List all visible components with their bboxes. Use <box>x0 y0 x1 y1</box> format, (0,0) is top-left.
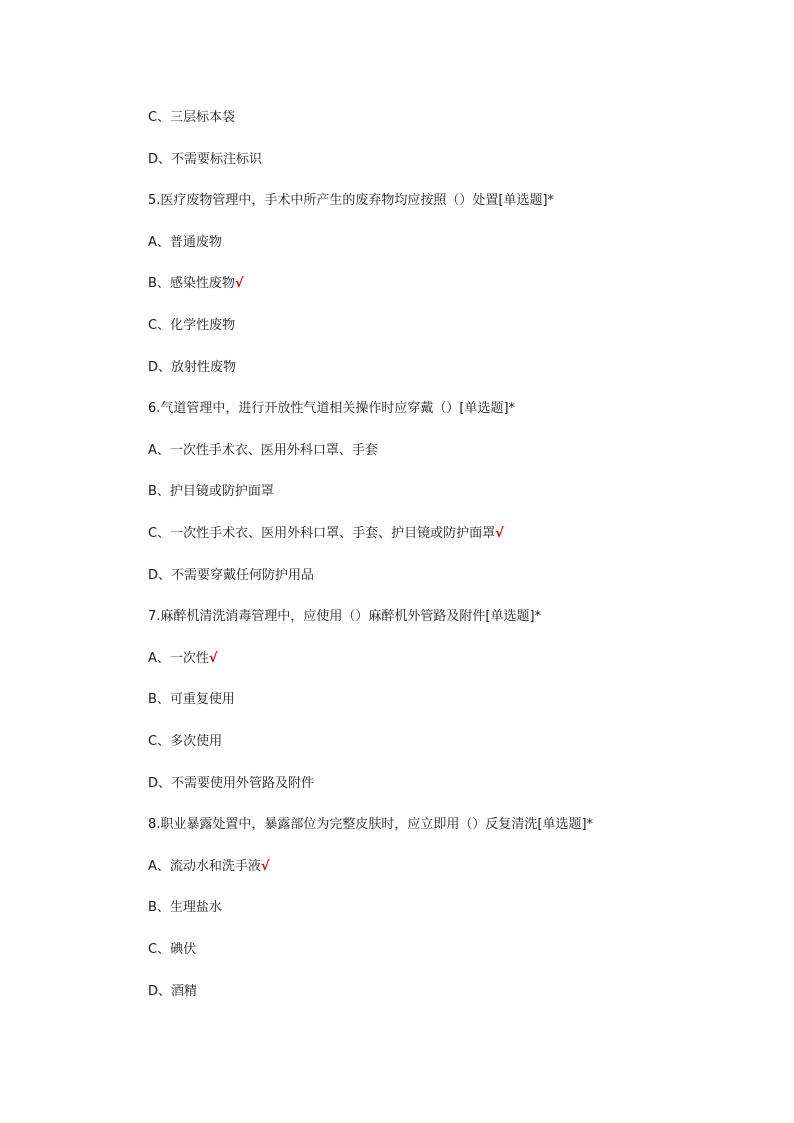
correct-check-mark: √ <box>234 276 244 291</box>
option-line <box>148 691 235 709</box>
line-text: B、生理盐水 <box>148 900 222 915</box>
option-line <box>148 567 314 585</box>
line-text: 7.麻醉机清洗消毒管理中，应使用（）麻醉机外管路及附件[单选题]* <box>148 609 542 624</box>
question-line <box>148 400 515 418</box>
line-text: 8.职业暴露处置中，暴露部位为完整皮肤时，应立即用（）反复清洗[单选题]* <box>148 817 594 832</box>
line-text: B、护目镜或防护面罩 <box>148 484 274 499</box>
option-line <box>148 941 196 959</box>
line-text: C、碘伏 <box>148 942 197 957</box>
line-text: C、三层标本袋 <box>148 110 236 125</box>
line-text: C、多次使用 <box>148 734 223 749</box>
line-text: C、一次性手术衣、医用外科口罩、手套、护目镜或防护面罩 <box>148 526 496 541</box>
option-line <box>148 899 222 917</box>
line-text: D、不需要穿戴任何防护用品 <box>148 568 315 583</box>
correct-check-mark: √ <box>208 651 218 666</box>
option-line <box>148 275 244 293</box>
option-line <box>148 650 218 668</box>
line-text: A、一次性手术衣、医用外科口罩、手套 <box>148 443 378 458</box>
line-text: 5.医疗废物管理中，手术中所产生的废弃物均应按照（）处置[单选题]* <box>148 193 555 208</box>
line-text: C、化学性废物 <box>148 318 236 333</box>
option-line <box>148 983 197 1001</box>
option-line <box>148 733 222 751</box>
option-line <box>148 858 270 876</box>
line-text: B、可重复使用 <box>148 692 235 707</box>
option-line <box>148 151 262 169</box>
question-line <box>148 816 593 834</box>
option-line <box>148 317 235 335</box>
option-line <box>148 234 222 252</box>
question-line <box>148 192 554 210</box>
option-line <box>148 775 314 793</box>
line-text: A、普通废物 <box>148 235 222 250</box>
option-line <box>148 442 378 460</box>
option-line <box>148 483 274 501</box>
correct-check-mark: √ <box>495 526 504 541</box>
question-line <box>148 608 541 626</box>
line-text: B、感染性废物 <box>148 276 235 291</box>
correct-check-mark: √ <box>260 859 270 874</box>
option-line <box>148 109 235 127</box>
line-text: A、一次性 <box>148 651 209 666</box>
line-text: 6.气道管理中，进行开放性气道相关操作时应穿戴（）[单选题]* <box>148 401 516 416</box>
option-line <box>148 359 236 377</box>
line-text: A、流动水和洗手液 <box>148 859 261 874</box>
line-text: D、不需要标注标识 <box>148 152 263 167</box>
line-text: D、酒精 <box>148 984 198 999</box>
line-text: D、不需要使用外管路及附件 <box>148 776 315 791</box>
option-line <box>148 525 504 543</box>
line-text: D、放射性废物 <box>148 360 237 375</box>
